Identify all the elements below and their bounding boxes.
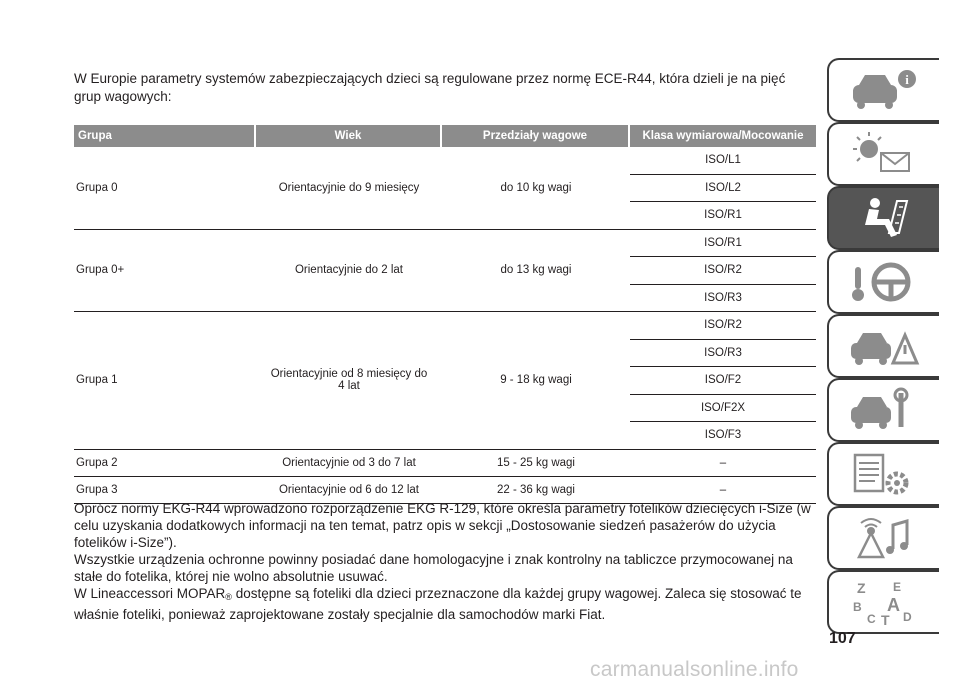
car-info-icon	[841, 65, 927, 115]
svg-text:i: i	[905, 72, 909, 87]
index-letter: D	[903, 610, 912, 624]
tab-warning-lights[interactable]	[827, 122, 939, 186]
tab-multimedia[interactable]	[827, 506, 939, 570]
index-letter: A	[887, 595, 900, 615]
age-cell: Orientacyjnie do 2 lat	[256, 230, 442, 313]
header-group: Grupa	[74, 125, 256, 147]
tab-safety[interactable]	[827, 186, 939, 250]
warning-light-message-icon	[841, 129, 927, 179]
group-cell: Grupa 1	[74, 312, 256, 450]
age-cell: Orientacyjnie od 3 do 7 lat	[256, 450, 442, 477]
class-cell: ISO/R3	[630, 285, 816, 313]
class-cell: ISO/R2	[630, 312, 816, 340]
mopar-paragraph	[74, 585, 819, 623]
seat-airbag-icon	[841, 193, 927, 243]
group-cell: Grupa 0	[74, 147, 256, 230]
weight-cell: do 10 kg wagi	[442, 147, 630, 230]
index-letter: T	[881, 612, 890, 627]
car-maintenance-icon	[841, 385, 927, 435]
watermark: carmanualsonline.info	[590, 658, 799, 681]
weight-cell: 15 - 25 kg wagi	[442, 450, 630, 477]
class-cell: ISO/F2X	[630, 395, 816, 423]
group-cell: Grupa 3	[74, 477, 256, 504]
r129-paragraph: Oprócz normy EKG-R44 wprowadzono rozporządzenie EKG R-129, które określa parametry fotelików dziecięcych i-Size (w celu uzyskania dodatkowych informacji na ten temat, patrz opis w sekcji „Dostosowanie siedzeń pasażerów do użycia fotelików i-Size”).	[74, 501, 811, 550]
homologation-paragraph: Wszystkie urządzenia ochronne powinny posiadać dane homologacyjne i znak kontrolny na tabliczce przymocowanej na stałe do fotelika, której nie wolno absolutnie usuwać.	[74, 552, 793, 584]
weight-cell: 9 - 18 kg wagi	[442, 312, 630, 450]
group-cell: Grupa 2	[74, 450, 256, 477]
mopar-text-end: dostępne są foteliki dla dzieci przeznaczone dla każdej grupy wagowej. Zaleca się stosować te właśnie foteliki, ponieważ zaprojektowane zostały specjalnie dla samochodów marki Fiat.	[74, 586, 802, 622]
class-cell: ISO/R2	[630, 257, 816, 285]
intro-paragraph: W Europie parametry systemów zabezpieczających dzieci są regulowane przez normę ECE-R44, która dzieli je na pięć grup wagowych:	[74, 71, 786, 104]
weight-cell: 22 - 36 kg wagi	[442, 477, 630, 504]
tab-car-info[interactable]	[827, 58, 939, 122]
group-cell: Grupa 0+	[74, 230, 256, 313]
tab-maintenance[interactable]	[827, 378, 939, 442]
header-weight: Przedziały wagowe	[442, 125, 630, 147]
table-row	[74, 147, 816, 175]
registered-mark: ®	[225, 592, 232, 602]
table-row	[74, 312, 816, 340]
iso-groups-table	[74, 125, 816, 504]
index-letter: E	[893, 580, 902, 594]
class-cell: ISO/R1	[630, 230, 816, 258]
index-letter: B	[853, 600, 862, 614]
table-header-row	[74, 125, 816, 147]
car-emergency-icon	[841, 321, 927, 371]
weight-cell: do 13 kg wagi	[442, 230, 630, 313]
page-number: 107	[829, 630, 856, 647]
table-row	[74, 450, 816, 477]
tab-emergency[interactable]	[827, 314, 939, 378]
header-class: Klasa wymiarowa/Mocowanie	[630, 125, 816, 147]
class-cell: –	[630, 477, 816, 504]
class-cell: ISO/F2	[630, 367, 816, 395]
class-cell: ISO/R3	[630, 340, 816, 368]
class-cell: ISO/L2	[630, 175, 816, 203]
index-letter: C	[867, 612, 876, 626]
index-letter: Z	[857, 580, 866, 596]
index-letters-icon	[841, 577, 927, 627]
class-cell: ISO/R1	[630, 202, 816, 230]
class-cell: ISO/L1	[630, 147, 816, 175]
tab-index[interactable]	[827, 570, 939, 634]
table-row	[74, 230, 816, 258]
multimedia-icon	[841, 513, 927, 563]
technical-data-gear-icon	[841, 449, 927, 499]
header-age: Wiek	[256, 125, 442, 147]
age-cell: Orientacyjnie do 9 miesięcy	[256, 147, 442, 230]
key-steering-wheel-icon	[841, 257, 927, 307]
body-text	[74, 500, 819, 623]
tab-technical-data[interactable]	[827, 442, 939, 506]
mopar-text-start: W Lineaccessori MOPAR	[74, 586, 226, 601]
age-cell: Orientacyjnie od 8 miesięcy do 4 lat	[256, 312, 442, 450]
class-cell: ISO/F3	[630, 422, 816, 450]
class-cell: –	[630, 450, 816, 477]
age-cell: Orientacyjnie od 6 do 12 lat	[256, 477, 442, 504]
tab-starting-driving[interactable]	[827, 250, 939, 314]
